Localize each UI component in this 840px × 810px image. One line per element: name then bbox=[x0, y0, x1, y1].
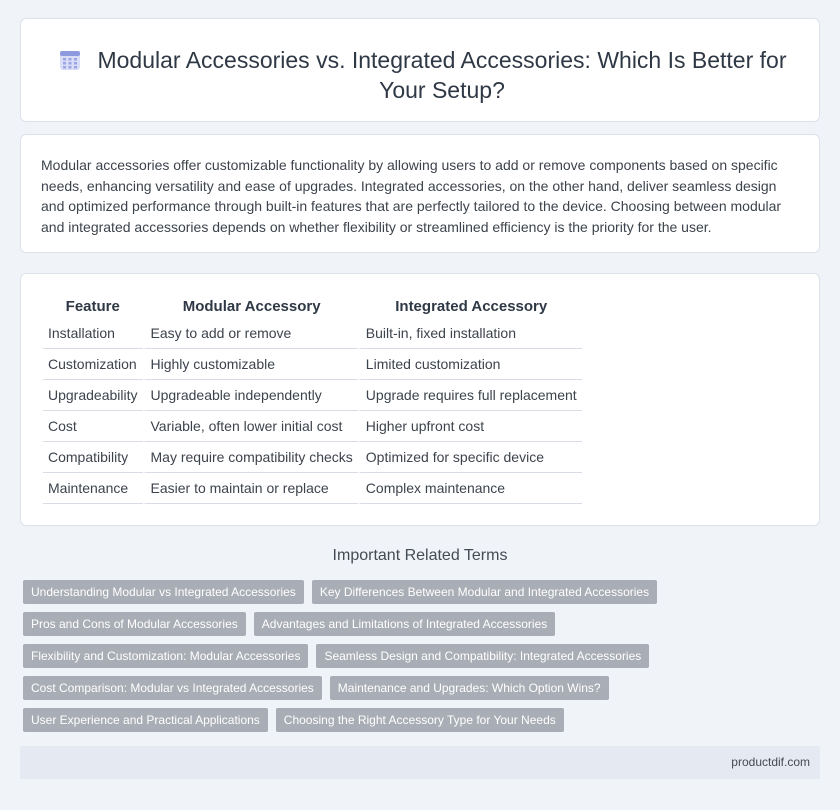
table-row bbox=[43, 318, 582, 349]
table-cell: Built-in, fixed installation bbox=[358, 318, 582, 349]
table-cell: Complex maintenance bbox=[358, 473, 582, 504]
table-row bbox=[43, 349, 582, 380]
table-cell: Limited customization bbox=[358, 349, 582, 380]
intro-card bbox=[20, 134, 820, 253]
table-cell: Upgrade requires full replacement bbox=[358, 380, 582, 411]
table-cell: Easier to maintain or replace bbox=[143, 473, 358, 504]
related-term-tag[interactable]: Pros and Cons of Modular Accessories bbox=[23, 612, 246, 636]
intro-paragraph: Modular accessories offer customizable functionality by allowing users to add or remove components based on specific needs, enhancing versatility and ease of upgrades. Integrated accessories, on the other hand, deliver seamless design and optimized performance through built-in features that are perfectly tailored to the device. Choosing between modular and integrated accessories depends on whether flexibility or streamlined efficiency is the priority for the user. bbox=[41, 157, 782, 235]
table-header-row bbox=[43, 296, 582, 318]
page-title: Modular Accessories vs. Integrated Accessories: Which Is Better for Your Setup? bbox=[97, 47, 787, 103]
table-cell: Compatibility bbox=[43, 442, 143, 473]
related-term-tag[interactable]: Advantages and Limitations of Integrated Accessories bbox=[254, 612, 556, 636]
related-terms-title: Important Related Terms bbox=[332, 547, 508, 564]
table-cell: Installation bbox=[43, 318, 143, 349]
table-cell: May require compatibility checks bbox=[143, 442, 358, 473]
tag-row bbox=[23, 612, 803, 636]
footer-site-link[interactable]: productdif.com bbox=[731, 755, 810, 769]
title-card bbox=[20, 18, 820, 122]
header-modular: Modular Accessory bbox=[143, 296, 358, 318]
related-term-tag[interactable]: Choosing the Right Accessory Type for Your Needs bbox=[276, 708, 564, 732]
table-row bbox=[43, 473, 582, 504]
table-cell: Variable, often lower initial cost bbox=[143, 411, 358, 442]
table-cell: Higher upfront cost bbox=[358, 411, 582, 442]
related-term-tag[interactable]: Maintenance and Upgrades: Which Option Wins? bbox=[330, 676, 609, 700]
table-cell: Customization bbox=[43, 349, 143, 380]
related-terms-list bbox=[23, 580, 803, 740]
related-term-tag[interactable]: Cost Comparison: Modular vs Integrated Accessories bbox=[23, 676, 322, 700]
tag-row bbox=[23, 708, 803, 732]
table-row bbox=[43, 411, 582, 442]
comparison-table bbox=[43, 296, 582, 504]
related-term-tag[interactable]: User Experience and Practical Applications bbox=[23, 708, 268, 732]
table-cell: Maintenance bbox=[43, 473, 143, 504]
comparison-card bbox=[20, 273, 820, 526]
related-term-tag[interactable]: Seamless Design and Compatibility: Integrated Accessories bbox=[316, 644, 649, 668]
header-feature: Feature bbox=[65, 298, 120, 315]
related-term-tag[interactable]: Key Differences Between Modular and Integrated Accessories bbox=[312, 580, 657, 604]
tag-row bbox=[23, 580, 803, 604]
table-row bbox=[43, 442, 582, 473]
table-row bbox=[43, 380, 582, 411]
related-term-tag[interactable]: Flexibility and Customization: Modular Accessories bbox=[23, 644, 308, 668]
tag-row bbox=[23, 676, 803, 700]
tag-row bbox=[23, 644, 803, 668]
table-cell: Upgradeable independently bbox=[143, 380, 358, 411]
table-cell: Optimized for specific device bbox=[358, 442, 582, 473]
header-integrated: Integrated Accessory bbox=[358, 296, 582, 318]
table-cell: Upgradeability bbox=[43, 380, 143, 411]
table-cell: Cost bbox=[43, 411, 143, 442]
table-cell: Highly customizable bbox=[143, 349, 358, 380]
related-term-tag[interactable]: Understanding Modular vs Integrated Accessories bbox=[23, 580, 304, 604]
table-cell: Easy to add or remove bbox=[143, 318, 358, 349]
footer bbox=[20, 746, 820, 779]
